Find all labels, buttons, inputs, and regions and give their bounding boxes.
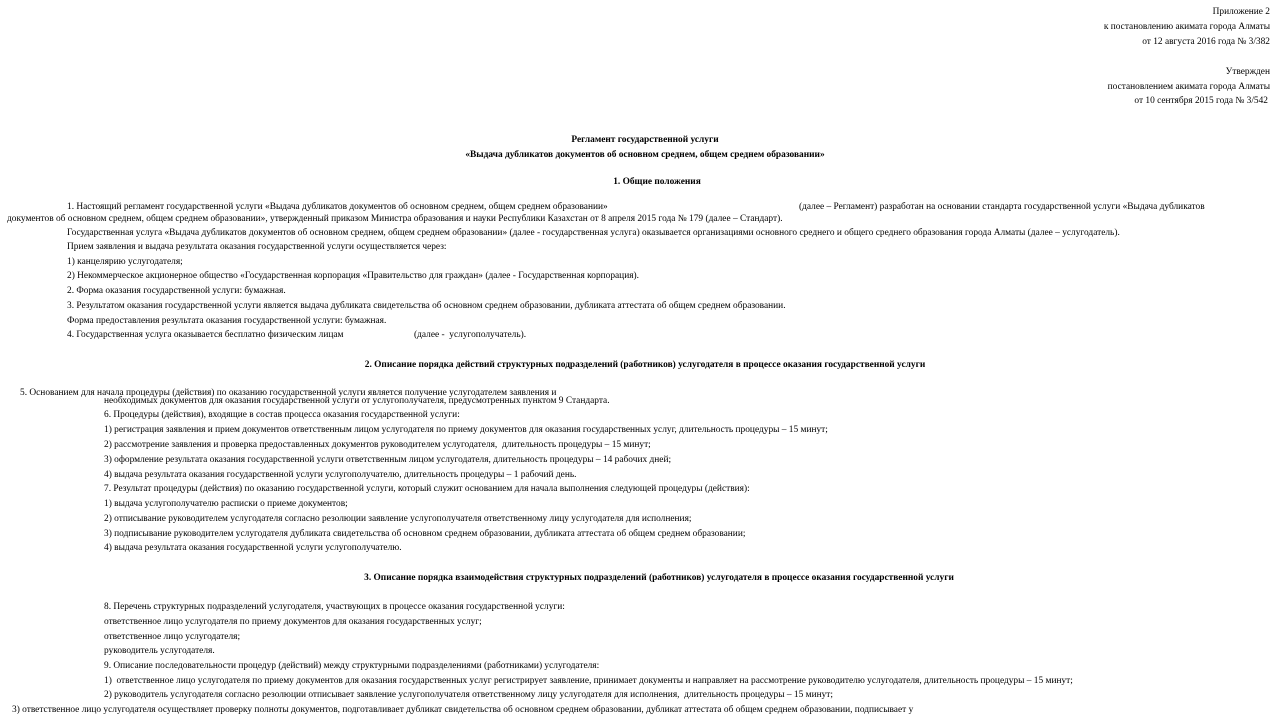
paragraph: 2. Форма оказания государственной услуги: бумажная. bbox=[67, 286, 286, 296]
approved-line-1: Утвержден bbox=[1225, 67, 1270, 77]
section-3-heading: 3. Описание порядка взаимодействия структурных подразделений (работников) услугодателя в процессе оказания государственной услуги bbox=[364, 573, 954, 583]
list-item: 1) ответственное лицо услугодателя по приему документов для оказания государственных услуг регистрирует заявление, принимает документы и направляет на рассмотрение руководителю услугодателя, длительность процедуры – 15 минут; bbox=[104, 676, 1073, 686]
list-item: 1) выдача услугополучателю расписки о приеме документов; bbox=[104, 499, 348, 509]
list-item: руководитель услугодателя. bbox=[104, 646, 215, 656]
paragraph: Государственная услуга «Выдача дубликатов документов об основном среднем, общем среднем образовании» (далее - государственная услуга) оказывается организациями основного среднего и общего среднего образования города Алматы (далее – услугодатель). bbox=[67, 228, 1120, 238]
paragraph: 4. Государственная услуга оказывается бесплатно физическим лицам bbox=[67, 330, 344, 340]
list-item: 4) выдача результата оказания государственной услуги услугополучателю. bbox=[104, 543, 402, 553]
list-item: 4) выдача результата оказания государственной услуги услугополучателю, длительность процедуры – 1 рабочий день. bbox=[104, 470, 577, 480]
list-item: ответственное лицо услугодателя; bbox=[104, 632, 241, 642]
section-2-heading: 2. Описание порядка действий структурных подразделений (работников) услугодателя в процессе оказания государственной услуги bbox=[364, 360, 926, 370]
paragraph: 7. Результат процедуры (действия) по оказанию государственной услуги, который служит основанием для начала выполнения следующей процедуры (действия): bbox=[104, 484, 750, 494]
list-item: 3) ответственное лицо услугодателя осуществляет проверку полноты документов, подготавливает дубликат свидетельства об основном среднем образовании, дубликат аттестата об общем среднем образовании, подписывает у bbox=[12, 705, 914, 715]
paragraph: 9. Описание последовательности процедур (действий) между структурными подразделениями (работниками) услугодателя: bbox=[104, 661, 600, 671]
list-item: 2) рассмотрение заявления и проверка предоставленных документов руководителем услугодателя, длительность процедуры – 15 минут; bbox=[104, 440, 651, 450]
paragraph: (далее – Регламент) разработан на основании стандарта государственной услуги «Выдача дубликатов bbox=[799, 202, 1205, 212]
paragraph: 8. Перечень структурных подразделений услугодателя, участвующих в процессе оказания государственной услуги: bbox=[104, 602, 565, 612]
list-item: 3) подписывание руководителем услугодателя дубликата свидетельства об основном среднем образовании, дубликата аттестата об общем среднем образовании; bbox=[104, 529, 746, 539]
list-item: 1) регистрация заявления и прием документов ответственным лицом услугодателя по приему документов для оказания государственных услуг, длительность процедуры – 15 минут; bbox=[104, 425, 828, 435]
document-title: Регламент государственной услуги bbox=[571, 135, 719, 145]
paragraph: 3. Результатом оказания государственной услуги является выдача дубликата свидетельства об основном среднем образовании, дубликата аттестата об общем среднем образовании. bbox=[67, 301, 786, 311]
document-subtitle: «Выдача дубликатов документов об основном среднем, общем среднем образовании» bbox=[465, 150, 825, 160]
appendix-line-2: к постановлению акимата города Алматы bbox=[1103, 22, 1270, 32]
paragraph: (далее - услугополучатель). bbox=[414, 330, 527, 340]
paragraph: 6. Процедуры (действия), входящие в состав процесса оказания государственной услуги: bbox=[104, 410, 460, 420]
list-item: 2) руководитель услугодателя согласно резолюции отписывает заявление услугополучателя ответственному лицу услугодателя для исполнения, длительность процедуры – 15 минут; bbox=[104, 690, 833, 700]
list-item: 2) Некоммерческое акционерное общество «Государственная корпорация «Правительство для граждан» (далее - Государственная корпорация). bbox=[67, 271, 639, 281]
section-1-heading: 1. Общие положения bbox=[613, 177, 701, 187]
paragraph: Прием заявления и выдача результата оказания государственной услуги осуществляется через: bbox=[67, 242, 447, 252]
approved-line-3: от 10 сентября 2015 года № 3/542 bbox=[1134, 96, 1268, 106]
list-item: 2) отписывание руководителем услугодателя согласно резолюции заявление услугополучателя ответственному лицу услугодателя для исполнения; bbox=[104, 514, 692, 524]
appendix-line-1: Приложение 2 bbox=[1212, 7, 1270, 17]
list-item: 3) оформление результата оказания государственной услуги ответственным лицом услугодателя, длительность процедуры – 14 рабочих дней; bbox=[104, 455, 672, 465]
paragraph: документов об основном среднем, общем среднем образовании», утвержденный приказом Министра образования и науки Республики Казахстан от 8 апреля 2015 года № 179 (далее – Стандарт). bbox=[7, 214, 783, 224]
appendix-line-3: от 12 августа 2016 года № 3/382 bbox=[1142, 37, 1270, 47]
approved-line-2: постановлением акимата города Алматы bbox=[1107, 82, 1270, 92]
paragraph: необходимых документов для оказания государственной услуги от услугополучателя, предусмотренных пунктом 9 Стандарта. bbox=[104, 396, 610, 406]
paragraph: 1. Настоящий регламент государственной услуги «Выдача дубликатов документов об основном среднем, общем среднем образовании» bbox=[67, 202, 608, 212]
list-item: 1) канцелярию услугодателя; bbox=[67, 257, 183, 267]
paragraph: 5. Основанием для начала процедуры (действия) по оказанию государственной услуги является получение услугодателем заявления и bbox=[20, 388, 557, 398]
paragraph: Форма предоставления результата оказания государственной услуги: бумажная. bbox=[67, 316, 387, 326]
list-item: ответственное лицо услугодателя по приему документов для оказания государственных услуг; bbox=[104, 617, 482, 627]
